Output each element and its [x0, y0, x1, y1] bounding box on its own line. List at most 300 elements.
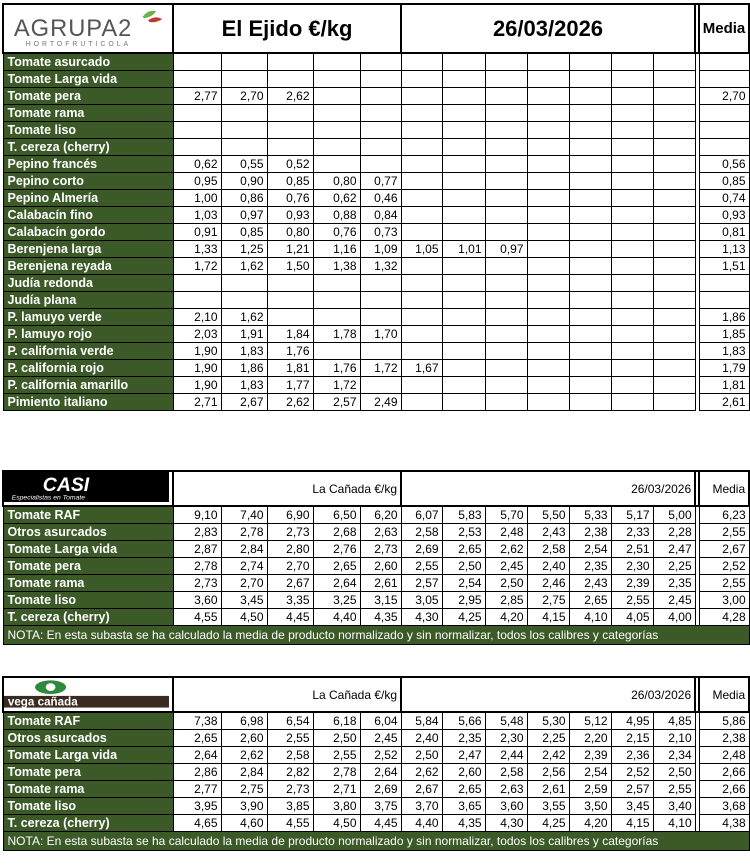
price-cell: 2,64 [313, 575, 360, 592]
price-cell: 3,70 [401, 798, 442, 815]
price-cell: 1,90 [173, 343, 221, 360]
price-cell [653, 224, 695, 241]
product-name: Tomate rama [3, 781, 173, 798]
price-cell: 3,40 [653, 798, 695, 815]
media-cell: 4,38 [699, 815, 749, 832]
price-cell: 0,84 [360, 207, 401, 224]
price-cell [401, 122, 442, 139]
price-cell: 2,53 [442, 524, 485, 541]
price-cell: 2,51 [611, 541, 653, 558]
price-cell [527, 122, 569, 139]
price-cell: 2,55 [401, 558, 442, 575]
price-cell: 2,55 [653, 781, 695, 798]
price-cell: 2,58 [267, 747, 313, 764]
price-cell: 3,75 [360, 798, 401, 815]
price-cell: 2,50 [313, 730, 360, 747]
product-name: Otros asurcados [3, 524, 173, 541]
price-cell: 5,33 [569, 506, 611, 524]
price-cell [611, 156, 653, 173]
price-cell [527, 139, 569, 156]
price-cell: 2,55 [313, 747, 360, 764]
price-cell [485, 207, 527, 224]
price-cell [313, 122, 360, 139]
price-cell [401, 88, 442, 105]
price-cell: 0,73 [360, 224, 401, 241]
price-cell: 0,90 [221, 173, 267, 190]
price-cell: 2,40 [401, 730, 442, 747]
price-cell [569, 105, 611, 122]
table-row [3, 815, 749, 832]
price-cell: 4,20 [485, 609, 527, 626]
product-name: Tomate liso [3, 122, 173, 139]
price-cell [485, 122, 527, 139]
media-cell: 2,52 [699, 558, 749, 575]
price-cell [653, 122, 695, 139]
price-cell: 2,52 [360, 747, 401, 764]
price-cell [442, 207, 485, 224]
price-cell: 2,83 [173, 524, 221, 541]
price-cell: 3,65 [442, 798, 485, 815]
casi-section [2, 470, 748, 645]
price-cell [569, 394, 611, 411]
price-cell [611, 71, 653, 88]
price-cell [267, 275, 313, 292]
table-row [3, 798, 749, 815]
price-cell: 4,95 [611, 712, 653, 730]
price-cell [527, 88, 569, 105]
price-cell: 3,45 [611, 798, 653, 815]
price-cell: 2,82 [267, 764, 313, 781]
table-row [3, 71, 749, 88]
price-cell: 2,61 [360, 575, 401, 592]
price-cell: 2,45 [653, 592, 695, 609]
media-cell: 2,67 [699, 541, 749, 558]
price-cell: 1,78 [313, 326, 360, 343]
casi-date: 26/03/2026 [401, 471, 695, 506]
price-cell [485, 190, 527, 207]
media-cell: 1,51 [699, 258, 749, 275]
price-cell: 4,45 [267, 609, 313, 626]
media-cell: 2,61 [699, 394, 749, 411]
product-name: Judía plana [3, 292, 173, 309]
table-row [3, 258, 749, 275]
price-cell: 2,63 [485, 781, 527, 798]
price-cell [485, 173, 527, 190]
price-cell [360, 139, 401, 156]
product-name: Judía redonda [3, 275, 173, 292]
price-cell: 2,65 [313, 558, 360, 575]
price-cell [442, 53, 485, 71]
table-row [3, 394, 749, 411]
price-cell [313, 275, 360, 292]
price-cell [485, 309, 527, 326]
table-row [3, 541, 749, 558]
media-cell [699, 53, 749, 71]
price-cell: 1,83 [221, 377, 267, 394]
price-cell [360, 156, 401, 173]
price-cell [313, 156, 360, 173]
price-cell [569, 139, 611, 156]
price-cell: 2,62 [267, 88, 313, 105]
price-cell: 2,55 [611, 592, 653, 609]
media-cell: 2,55 [699, 575, 749, 592]
price-cell: 6,07 [401, 506, 442, 524]
vega-note: NOTA: En esta subasta se ha calculado la media de producto normalizado y sin normalizar, todos los calibres y categorías [3, 832, 749, 851]
product-name: Tomate pera [3, 764, 173, 781]
price-cell [442, 105, 485, 122]
price-cell [653, 207, 695, 224]
price-cell [221, 275, 267, 292]
price-cell: 5,00 [653, 506, 695, 524]
price-cell: 1,09 [360, 241, 401, 258]
price-cell [527, 343, 569, 360]
price-cell [569, 224, 611, 241]
table-row [3, 764, 749, 781]
price-cell: 2,25 [653, 558, 695, 575]
price-cell [485, 326, 527, 343]
price-cell [221, 53, 267, 71]
price-cell: 2,60 [442, 764, 485, 781]
price-cell [267, 139, 313, 156]
price-cell: 2,62 [401, 764, 442, 781]
table-row [3, 524, 749, 541]
price-cell: 2,73 [267, 781, 313, 798]
price-cell: 2,15 [611, 730, 653, 747]
price-cell [401, 258, 442, 275]
price-cell [569, 122, 611, 139]
media-cell [699, 292, 749, 309]
price-cell: 1,32 [360, 258, 401, 275]
price-cell: 2,87 [173, 541, 221, 558]
price-cell: 0,91 [173, 224, 221, 241]
price-cell [527, 241, 569, 258]
product-name: P. california verde [3, 343, 173, 360]
media-cell: 1,83 [699, 343, 749, 360]
price-cell: 4,60 [221, 815, 267, 832]
price-cell: 4,10 [653, 815, 695, 832]
price-cell [485, 53, 527, 71]
price-cell [267, 105, 313, 122]
price-cell [173, 122, 221, 139]
price-cell: 1,90 [173, 377, 221, 394]
price-cell: 5,66 [442, 712, 485, 730]
price-cell [527, 224, 569, 241]
price-cell [313, 292, 360, 309]
media-cell: 3,68 [699, 798, 749, 815]
price-cell: 2,58 [401, 524, 442, 541]
price-cell [527, 292, 569, 309]
price-cell [267, 309, 313, 326]
price-cell: 2,44 [485, 747, 527, 764]
price-cell [653, 88, 695, 105]
price-cell [569, 275, 611, 292]
product-name: Tomate RAF [3, 712, 173, 730]
price-cell: 2,50 [485, 575, 527, 592]
price-cell: 1,72 [360, 360, 401, 377]
price-cell: 2,73 [267, 524, 313, 541]
price-cell: 2,55 [267, 730, 313, 747]
price-cell: 2,03 [173, 326, 221, 343]
price-cell: 2,58 [485, 764, 527, 781]
price-cell: 2,60 [221, 730, 267, 747]
price-cell [527, 309, 569, 326]
product-name: Pepino corto [3, 173, 173, 190]
price-cell: 5,83 [442, 506, 485, 524]
price-cell [653, 241, 695, 258]
price-cell [401, 394, 442, 411]
price-cell [360, 343, 401, 360]
price-cell: 2,75 [527, 592, 569, 609]
price-cell: 2,78 [221, 524, 267, 541]
price-cell: 4,40 [401, 815, 442, 832]
media-cell: 0,74 [699, 190, 749, 207]
price-cell [401, 173, 442, 190]
product-name: Berenjena reyada [3, 258, 173, 275]
price-cell [313, 139, 360, 156]
price-cell [442, 275, 485, 292]
price-cell: 2,57 [313, 394, 360, 411]
product-name: Tomate Larga vida [3, 747, 173, 764]
price-cell [611, 173, 653, 190]
product-name: T. cereza (cherry) [3, 139, 173, 156]
price-cell [569, 241, 611, 258]
price-cell [442, 343, 485, 360]
vega-section [2, 676, 748, 851]
table-row [3, 207, 749, 224]
price-cell: 2,62 [485, 541, 527, 558]
price-cell: 2,67 [267, 575, 313, 592]
price-cell [653, 156, 695, 173]
price-cell [267, 71, 313, 88]
price-cell: 7,40 [221, 506, 267, 524]
price-cell [569, 173, 611, 190]
media-cell: 1,79 [699, 360, 749, 377]
price-cell: 2,25 [527, 730, 569, 747]
table-row [3, 506, 749, 524]
table-row [3, 781, 749, 798]
price-cell [611, 394, 653, 411]
price-cell: 2,67 [221, 394, 267, 411]
price-cell: 2,67 [401, 781, 442, 798]
price-cell: 1,01 [442, 241, 485, 258]
price-cell [611, 275, 653, 292]
price-cell: 2,65 [569, 592, 611, 609]
price-cell: 4,45 [360, 815, 401, 832]
table-row [3, 139, 749, 156]
price-cell: 2,43 [569, 575, 611, 592]
price-cell [221, 122, 267, 139]
price-cell: 2,10 [653, 730, 695, 747]
media-cell [699, 71, 749, 88]
price-cell: 2,69 [401, 541, 442, 558]
price-cell [653, 275, 695, 292]
price-cell: 2,85 [485, 592, 527, 609]
price-cell: 2,52 [611, 764, 653, 781]
table-row [3, 592, 749, 609]
price-cell: 2,60 [360, 558, 401, 575]
media-cell: 2,55 [699, 524, 749, 541]
price-cell [267, 122, 313, 139]
price-cell [221, 71, 267, 88]
price-cell: 2,35 [442, 730, 485, 747]
price-cell [527, 377, 569, 394]
price-cell [527, 360, 569, 377]
price-cell [442, 173, 485, 190]
table-row [3, 224, 749, 241]
price-cell: 2,70 [221, 575, 267, 592]
price-cell [569, 258, 611, 275]
price-cell [221, 292, 267, 309]
price-cell [653, 173, 695, 190]
price-cell: 2,61 [527, 781, 569, 798]
table-row [3, 156, 749, 173]
price-cell [653, 394, 695, 411]
price-cell: 2,38 [569, 524, 611, 541]
table-row [3, 747, 749, 764]
price-cell [527, 173, 569, 190]
price-cell [401, 326, 442, 343]
product-name: Tomate asurcado [3, 53, 173, 71]
price-cell: 4,05 [611, 609, 653, 626]
price-cell: 2,35 [569, 558, 611, 575]
price-cell [485, 139, 527, 156]
price-cell [611, 343, 653, 360]
price-cell: 2,34 [653, 747, 695, 764]
price-cell [313, 105, 360, 122]
price-cell [611, 326, 653, 343]
price-cell [401, 139, 442, 156]
price-cell [611, 53, 653, 71]
price-cell: 3,45 [221, 592, 267, 609]
price-cell: 3,05 [401, 592, 442, 609]
price-cell [485, 71, 527, 88]
price-cell [653, 258, 695, 275]
price-cell [442, 292, 485, 309]
price-cell: 3,80 [313, 798, 360, 815]
price-cell [442, 88, 485, 105]
price-cell: 1,05 [401, 241, 442, 258]
price-cell: 1,83 [221, 343, 267, 360]
price-cell: 6,20 [360, 506, 401, 524]
product-name: Calabacín fino [3, 207, 173, 224]
price-cell [442, 139, 485, 156]
table-row [3, 730, 749, 747]
price-cell [267, 53, 313, 71]
ejido-date: 26/03/2026 [401, 4, 695, 53]
media-cell: 0,93 [699, 207, 749, 224]
price-cell [611, 88, 653, 105]
price-cell: 2,70 [267, 558, 313, 575]
price-cell: 2,68 [313, 524, 360, 541]
price-cell: 4,35 [360, 609, 401, 626]
price-cell: 2,39 [569, 747, 611, 764]
price-cell: 2,49 [360, 394, 401, 411]
price-cell: 2,71 [173, 394, 221, 411]
price-cell: 0,80 [267, 224, 313, 241]
price-cell [653, 326, 695, 343]
price-cell: 2,78 [173, 558, 221, 575]
price-cell: 2,84 [221, 541, 267, 558]
product-name: Pepino Almería [3, 190, 173, 207]
price-cell [173, 71, 221, 88]
price-cell [527, 71, 569, 88]
price-cell: 2,45 [360, 730, 401, 747]
media-cell: 2,48 [699, 747, 749, 764]
media-cell: 6,23 [699, 506, 749, 524]
product-name: Tomate liso [3, 798, 173, 815]
price-cell: 2,62 [267, 394, 313, 411]
price-cell [485, 360, 527, 377]
price-cell: 2,30 [485, 730, 527, 747]
price-cell: 2,77 [173, 88, 221, 105]
price-cell [401, 53, 442, 71]
price-cell: 1,86 [221, 360, 267, 377]
price-cell: 0,76 [267, 190, 313, 207]
price-cell: 4,20 [569, 815, 611, 832]
price-cell: 1,62 [221, 258, 267, 275]
agrupa2-logo [3, 4, 173, 53]
logo-vega-text: vega cañada [7, 695, 78, 708]
price-cell: 4,50 [313, 815, 360, 832]
price-cell [653, 377, 695, 394]
price-cell [442, 122, 485, 139]
price-cell [569, 71, 611, 88]
product-name: Tomate rama [3, 575, 173, 592]
price-cell: 6,50 [313, 506, 360, 524]
price-cell: 3,90 [221, 798, 267, 815]
media-cell: 1,85 [699, 326, 749, 343]
vega-table [2, 676, 750, 851]
price-cell: 1,77 [267, 377, 313, 394]
price-cell: 4,55 [267, 815, 313, 832]
price-cell: 2,35 [653, 575, 695, 592]
price-cell [313, 53, 360, 71]
price-cell: 1,33 [173, 241, 221, 258]
price-cell: 2,70 [221, 88, 267, 105]
price-cell: 2,80 [267, 541, 313, 558]
price-cell: 2,50 [401, 747, 442, 764]
table-row [3, 88, 749, 105]
price-cell: 2,54 [569, 764, 611, 781]
media-cell [699, 105, 749, 122]
logo-casi-subtext: Especialistas en Tomate [11, 494, 86, 502]
casi-media-header: Media [699, 471, 749, 506]
price-cell [442, 224, 485, 241]
price-cell [401, 224, 442, 241]
price-cell [360, 122, 401, 139]
price-cell [653, 343, 695, 360]
ejido-title: El Ejido €/kg [173, 4, 401, 53]
price-cell: 3,25 [313, 592, 360, 609]
price-cell: 1,81 [267, 360, 313, 377]
product-name: Tomate rama [3, 105, 173, 122]
product-name: Calabacín gordo [3, 224, 173, 241]
price-cell [485, 105, 527, 122]
table-row [3, 105, 749, 122]
price-cell: 4,40 [313, 609, 360, 626]
price-cell: 3,85 [267, 798, 313, 815]
price-cell: 0,97 [485, 241, 527, 258]
media-cell: 3,00 [699, 592, 749, 609]
price-cell: 1,76 [267, 343, 313, 360]
product-name: Pimiento italiano [3, 394, 173, 411]
price-cell: 2,73 [173, 575, 221, 592]
price-cell: 3,55 [527, 798, 569, 815]
price-cell: 2,59 [569, 781, 611, 798]
price-cell: 3,95 [173, 798, 221, 815]
media-cell: 2,66 [699, 764, 749, 781]
price-cell [611, 258, 653, 275]
